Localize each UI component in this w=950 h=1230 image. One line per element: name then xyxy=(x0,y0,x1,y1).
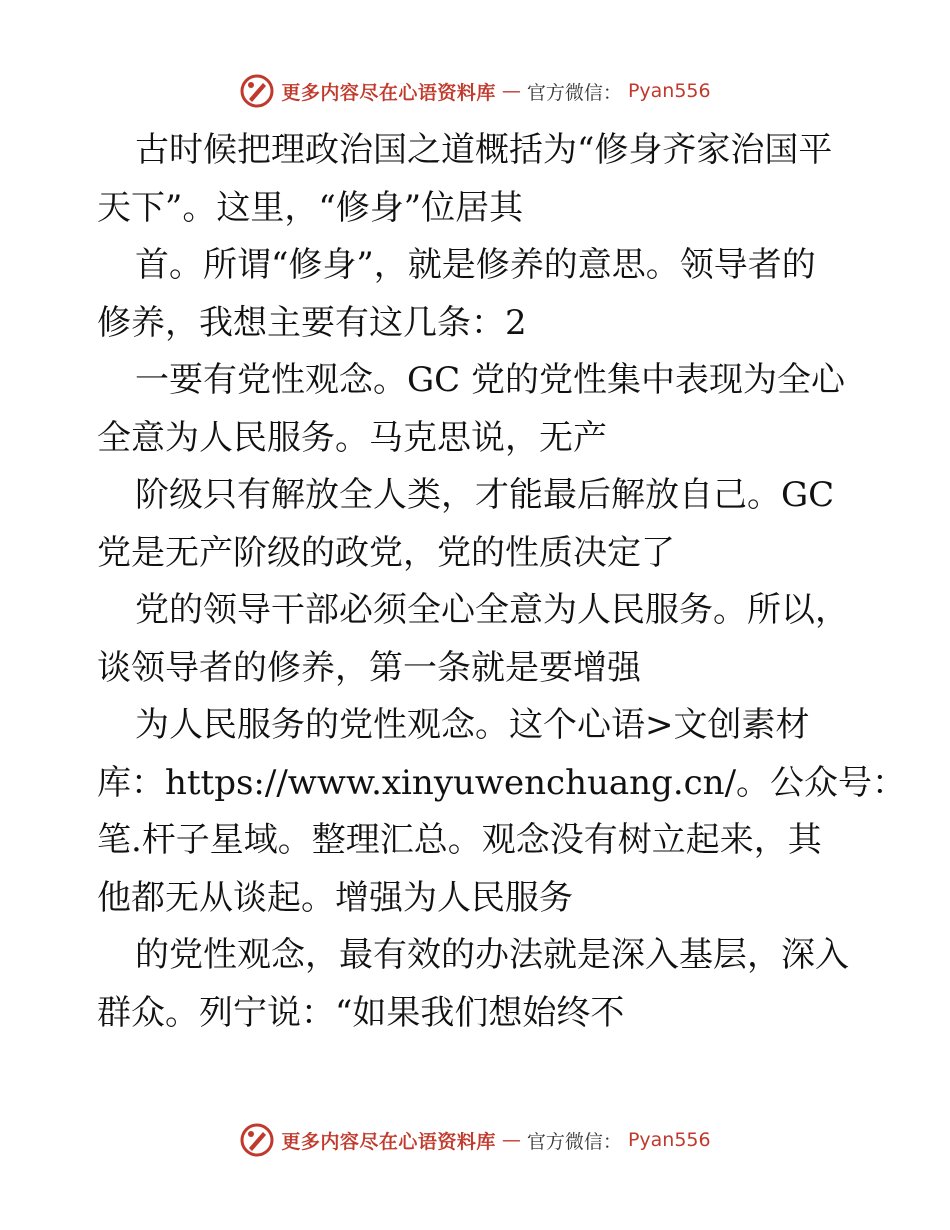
watermark-wechat-label: 官方微信： xyxy=(526,81,622,104)
watermark-dash: — xyxy=(501,1129,521,1151)
body-line: 库：https://www.xinyuwenchuang.cn/。公众号： xyxy=(97,762,907,803)
body-line: 为人民服务的党性观念。这个心语>文创素材 xyxy=(135,705,810,745)
body-line: 全意为人民服务。马克思说，无产 xyxy=(97,417,607,458)
body-line: 党是无产阶级的政党，党的性质决定了 xyxy=(97,532,675,573)
footer-watermark xyxy=(0,1120,950,1160)
body-line: 首。所谓“修身”，就是修养的意思。领导者的 xyxy=(135,245,816,285)
body-line: 笔.杆子星域。整理汇总。观念没有树立起来，其 xyxy=(97,820,822,860)
body-line: 党的领导干部必须全心全意为人民服务。所以， xyxy=(135,590,849,630)
body-line: 群众。列宁说：“如果我们想始终不 xyxy=(97,992,625,1033)
pen-seal-icon xyxy=(239,73,275,109)
body-line: 古时候把理政治国之道概括为“修身齐家治国平 xyxy=(135,130,833,170)
pen-seal-icon xyxy=(239,1122,275,1158)
header-watermark xyxy=(0,71,950,111)
watermark-wechat-id: Pyan556 xyxy=(627,1129,711,1151)
watermark-text: 更多内容尽在心语资料库 xyxy=(281,81,496,104)
document-body xyxy=(97,122,907,1042)
body-line: 修养，我想主要有这几条：2 xyxy=(97,302,527,343)
body-line: 天下”。这里，“修身”位居其 xyxy=(97,187,524,228)
body-line: 他都无从谈起。增强为人民服务 xyxy=(97,877,573,918)
body-line: 谈领导者的修养，第一条就是要增强 xyxy=(97,647,641,688)
watermark-wechat-label: 官方微信： xyxy=(526,1130,622,1153)
watermark-wechat-id: Pyan556 xyxy=(627,80,711,102)
body-line: 的党性观念，最有效的办法就是深入基层，深入 xyxy=(135,935,849,975)
body-line: 一要有党性观念。GC 党的党性集中表现为全心 xyxy=(135,360,845,400)
watermark-text: 更多内容尽在心语资料库 xyxy=(281,1130,496,1153)
watermark-dash: — xyxy=(501,80,521,102)
body-line: 阶级只有解放全人类，才能最后解放自己。GC xyxy=(135,475,835,515)
